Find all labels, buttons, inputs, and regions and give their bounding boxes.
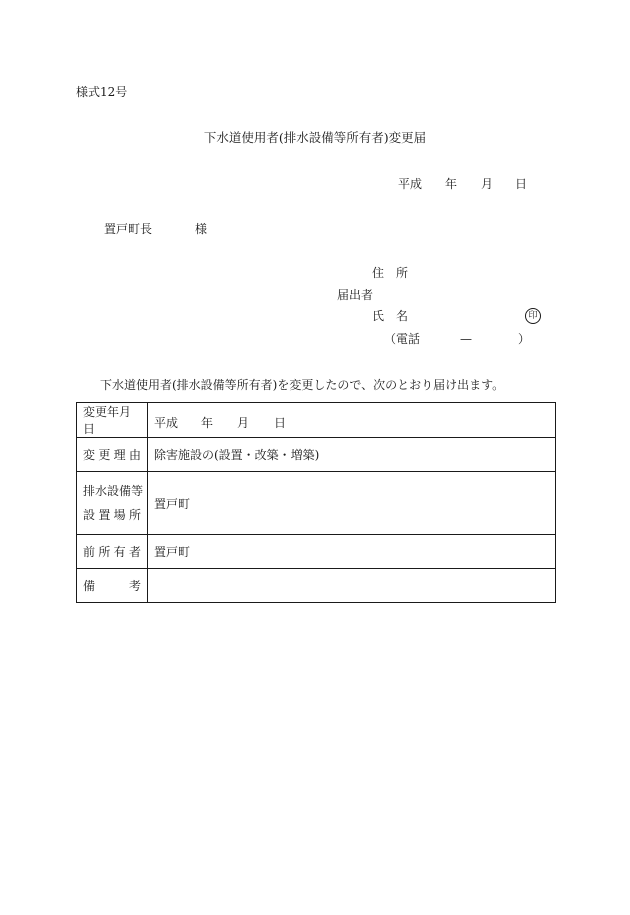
change-date-day: 日 [274, 416, 287, 430]
install-location-value: 置戸町 [148, 472, 556, 535]
addressee-name: 置戸町長 [104, 222, 153, 236]
remarks-value [148, 569, 556, 603]
addressee-honorific: 様 [195, 222, 208, 236]
table-row-change-reason [77, 438, 556, 472]
statement-text: 下水道使用者(排水設備等所有者)を変更したので、次のとおり届け出ます。 [100, 378, 505, 392]
install-location-label-line2: 設 置 場 所 [83, 508, 141, 522]
phone-open: （電話 [384, 332, 421, 346]
change-reason-value: 除害施設の(設置・改築・増築) [148, 438, 556, 472]
change-reason-label: 変 更 理 由 [83, 448, 141, 462]
table-row-change-date [77, 403, 556, 438]
change-date-label: 変更年月日 [77, 403, 148, 438]
seal-mark: 印 [525, 308, 541, 324]
change-date-era: 平成 [154, 416, 179, 430]
change-date-year: 年 [201, 416, 214, 430]
notification-table [76, 402, 556, 603]
change-date-month: 月 [237, 416, 250, 430]
date-era: 平成 [398, 177, 423, 191]
table-row-install-location [77, 472, 556, 535]
table-row-remarks [77, 569, 556, 603]
table-row-previous-owner [77, 535, 556, 569]
date-year-label: 年 [445, 177, 458, 191]
notifier-label: 届出者 [337, 288, 374, 302]
change-date-value [148, 403, 556, 438]
name-label: 氏 名 [372, 309, 409, 323]
date-month-label: 月 [481, 177, 494, 191]
remarks-label: 備 考 [83, 579, 141, 593]
date-day-label: 日 [515, 177, 528, 191]
install-location-label-line1: 排 水 設 備 等 [83, 484, 144, 498]
document-title: 下水道使用者(排水設備等所有者)変更届 [203, 130, 427, 145]
previous-owner-label: 前 所 有 者 [83, 545, 141, 559]
form-number: 様式12号 [76, 85, 128, 99]
previous-owner-value: 置戸町 [148, 535, 556, 569]
address-label: 住 所 [372, 266, 409, 280]
phone-dash: — [460, 332, 472, 346]
phone-close: ） [518, 332, 531, 346]
